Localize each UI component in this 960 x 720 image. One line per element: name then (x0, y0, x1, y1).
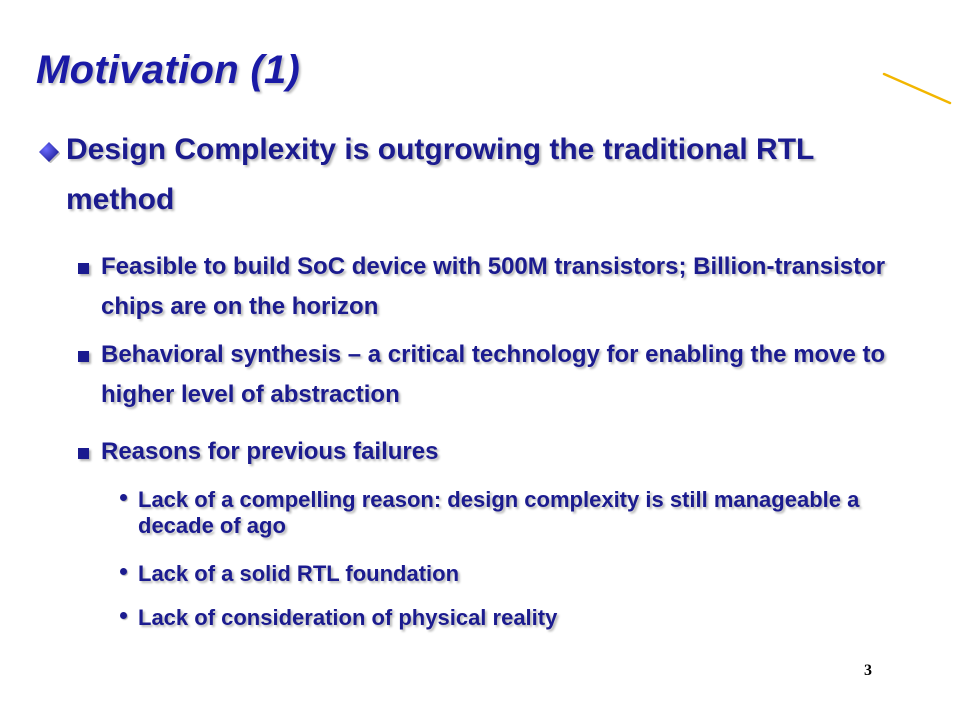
bullet-level3-text: Lack of consideration of physical reality (138, 605, 558, 630)
dot-bullet-icon (120, 612, 127, 619)
square-bullet-icon (78, 263, 89, 274)
bullet-level1-text: Design Complexity is outgrowing the traditional RTL method (66, 133, 814, 216)
bullet-level2-text: Reasons for previous failures (101, 438, 439, 465)
bullet-level3-text: Lack of a solid RTL foundation (138, 561, 460, 586)
dot-bullet-icon (120, 568, 127, 575)
dot-bullet-icon (120, 494, 127, 501)
page-number: 3 (864, 662, 872, 679)
square-bullet-icon (78, 448, 89, 459)
slide-title: Motivation (1) (36, 48, 301, 92)
bullet-level2-text: Behavioral synthesis – a critical technology for enabling the move to higher level of abstraction (101, 341, 886, 408)
square-bullet-icon (78, 351, 89, 362)
bullet-level2-text: Feasible to build SoC device with 500M transistors; Billion-transistor chips are on the horizon (101, 253, 886, 320)
bullet-level3-text: Lack of a compelling reason: design complexity is still manageable a decade of ago (138, 487, 860, 538)
diamond-bullet-icon (38, 141, 60, 163)
